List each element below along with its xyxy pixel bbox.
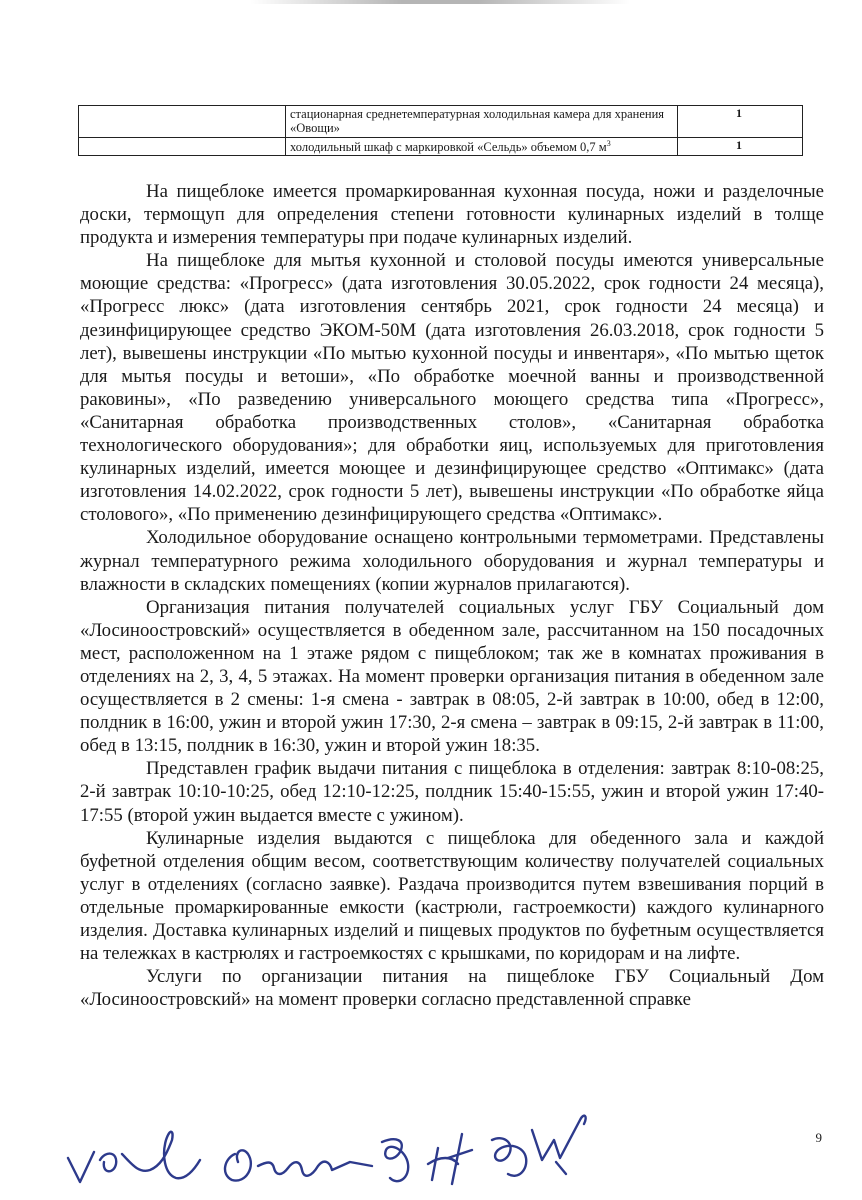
- paragraph: Услуги по организации питания на пищеблоке ГБУ Социальный Дом «Лосиноостровский» на момент проверки согласно представленной справке: [80, 966, 824, 1011]
- page-number: 9: [815, 1130, 822, 1145]
- paragraph: Холодильное оборудование оснащено контрольными термометрами. Представлены журнал температурного режима холодильного оборудования и журнал температуры и влажности в складских помещениях (копии журналов прилагаются).: [80, 527, 824, 595]
- signature-2: [225, 1150, 372, 1180]
- signature-stroke: [556, 1162, 566, 1174]
- document-body: [80, 180, 824, 1011]
- paragraph: Организация питания получателей социальных услуг ГБУ Социальный дом «Лосиноостровский» осуществляется в обеденном зале, рассчитанном на 150 посадочных мест, расположенном на 1 этаже рядом с пищеблоком; так же в комнатах проживания в отделениях на 2, 3, 4, 5 этажах. На момент проверки организация питания в обеденном зале осуществляется в 2 смены: 1-я смена - завтрак в 08:05, 2-й завтрак в 10:00, обед в 12:00, полдник в 16:00, ужин и второй ужин 17:30, 2-я смена – завтрак в 09:15, 2-й завтрак в 11:00, обед в 13:15, полдник в 16:30, ужин и второй ужин 18:35.: [80, 596, 824, 757]
- unit-superscript: 3: [606, 138, 611, 148]
- handwritten-signatures: [60, 1100, 620, 1195]
- table-cell-item: [286, 137, 678, 156]
- signature-5: [492, 1116, 586, 1176]
- signature-1: [68, 1132, 200, 1182]
- scan-artifact: [250, 0, 630, 4]
- paragraph: На пищеблоке для мытья кухонной и столовой посуды имеются универсальные моющие средства: «Прогресс» (дата изготовления 30.05.2022, срок годности 24 месяца), «Прогресс люкс» (дата изготовления сентябрь 2021, срок годности 24 месяца) и дезинфицирующее средство ЭКОМ-50М (дата изготовления 26.03.2018, срок годности 5 лет), вывешены инструкции «По мытью кухонной посуды и инвентаря», «По мытью щеток для мытья посуды и ветоши», «По обработке моечной ванны и производственной раковины», «По разведению универсального моющего средства типа «Прогресс», «Санитарная обработка производственных столов», «Санитарная обработка технологического оборудования»; для обработки яиц, используемых для приготовления кулинарных изделий, имеется моющее и дезинфицирующее средство «Оптимакс» (дата изготовления 14.02.2022, срок годности 5 лет), вывешены инструкции «По обработке яйца столового», «По применению дезинфицирующего средства «Оптимакс».: [80, 250, 824, 526]
- paragraph: Кулинарные изделия выдаются с пищеблока для обеденного зала и каждой буфетной отделения общим весом, соответствующим количеству получателей социальных услуг в отделениях (согласно заявке). Раздача производится путем взвешивания порций в отдельные промаркированные емкости (кастрюли, гастроемкости) каждого кулинарного изделия. Доставка кулинарных изделий и пищевых продуктов по буфетным осуществляется на тележках в кастрюлях и гастроемкостях с крышками, по коридорам и на лифте.: [80, 827, 824, 965]
- item-text: холодильный шкаф с маркировкой «Сельдь» объемом 0,7 м: [290, 139, 607, 154]
- equipment-table: [78, 105, 803, 156]
- table-row: [79, 137, 803, 156]
- signature-3: [382, 1139, 408, 1181]
- table-cell-qty: 1: [678, 106, 803, 138]
- table-row: [79, 106, 803, 138]
- table-cell-item: стационарная среднетемпературная холодильная камера для хранения «Овощи»: [286, 106, 678, 138]
- signature-4: [428, 1134, 472, 1184]
- paragraph: На пищеблоке имеется промаркированная кухонная посуда, ножи и разделочные доски, термощуп для определения степени готовности кулинарных изделий в толще продукта и измерения температуры при подаче кулинарных изделий.: [80, 181, 824, 249]
- table-cell-qty: 1: [678, 137, 803, 156]
- table-cell-empty: [79, 106, 286, 138]
- paragraph: Представлен график выдачи питания с пищеблока в отделения: завтрак 8:10-08:25, 2-й завтрак 10:10-10:25, обед 12:10-12:25, полдник 15:40-15:55, ужин и второй ужин 17:40-17:55 (второй ужин выдается вместе с ужином).: [80, 758, 824, 826]
- table-cell-empty: [79, 137, 286, 156]
